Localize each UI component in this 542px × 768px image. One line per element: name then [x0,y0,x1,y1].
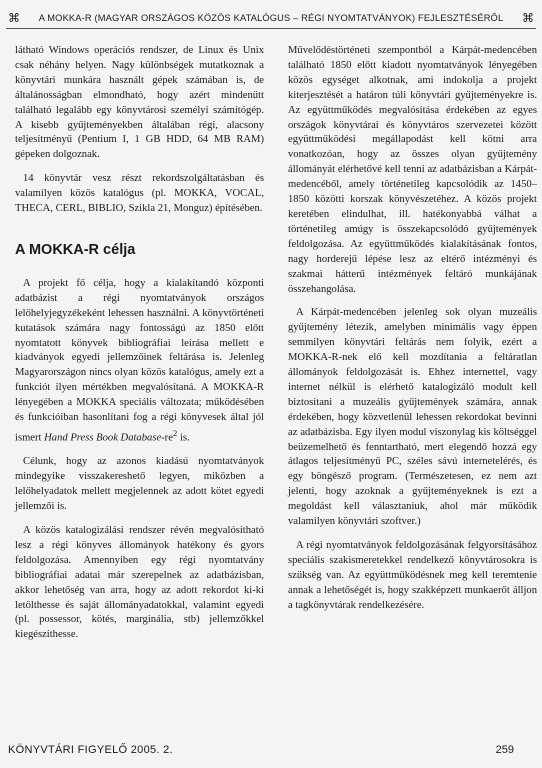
paragraph: Célunk, hogy az azonos kiadású nyomtatványok mindegyike visszakereshető legyen, miközben a lelőhelyadatok mellett megjelennek az adott kötet egyedi jellemzői is. [15,456,264,513]
running-header-title: A MOKKA-R (MAGYAR ORSZÁGOS KÖZÖS KATALÓGUS – RÉGI NYOMTATVÁNYOK) FEJLESZTÉSÉRŐL [38,12,504,23]
italic-title: Hand Press Book Database [44,432,162,444]
running-header [6,7,536,29]
paragraph: A Kárpát-medencében jelenleg sok olyan muzeális gyűjtemény létezik, amelyben minimális vagy éppen semmilyen könyvtári feltárás nem folyik, ezért a MOKKA-R-nek elő kell mozdítania a feltáratlan állományok feldolgozását is. Ehhez internettel, vagy internet nélkül is elérhető katalogizáló modult kell biztosítani a muzeális gyűjtemények számára, annak érdekében, hogy közvetlenül lehessen rekordokat bevinni az adatbázisba. Egy ilyen modul viszonylag kis költséggel beüzemelhető és fenntartható, mert elegendő hozzá egy átlagos teljesítményű PC, széles sávú internetelérés, és egy böngésző program. (Természetesen, ez nem azt jelenti, hogy azoknak a gyűjteményeknek is ezt a megoldást kell választaniuk, ahol már működik valamilyen könyvtári szoftver.) [288,307,537,528]
page-number: 259 [495,744,514,756]
paragraph: A közös katalogizálási rendszer révén megvalósítható lesz a régi könyves állományok hatékony és gyors feldolgozása. Amennyiben egy régi nyomtatvány bibliográfiai adatai már szerepelnek az adatbázisban, akkor lehetőség van arra, hogy az adott rekordot ki-ki letölthesse és saját állományadatokkal, valamint egyedi (pl. possessor, kötés, marginália, stb) jellemzőkkel kiegészíthesse. [15,525,264,641]
paragraph: A régi nyomtatványok feldolgozásának felgyorsításához speciális szakismeretekkel rendelkező könyvtárosokra is szükség van. Az együttműködésnek meg kell teremtenie annak a lehetőségét is, hogy szakképzett munkaerőt álljon a tagkönyvtárak rendelkezésére. [288,540,537,611]
footnote-ref: 2 [172,427,178,438]
journal-footer: KÖNYVTÁRI FIGYELŐ 2005. 2. [8,744,173,756]
paragraph: A projekt fő célja, hogy a kialakítandó központi adatbázist a régi nyomtatványok országos lelőhelyjegyzékeként lehessen használni. A könyvtörténeti kutatások számára nagy fontosságú az 1850 előtt nyomtatott könyvek bibliográfiai leírása mellett e kiadványok egyedi jellemzőinek feltárása is. Jelenleg Magyarországon nincs olyan közös katalógus, amely ezt a funkciót ilyen mértékben megvalósítaná. A MOKKA-R lényegében a MOKKA speciális változata; működésében és funkcióiban hasonlítani fog a régi könyvesek által jól ismert Hand Press Book Database-$re^2$ is. [15,277,264,444]
ornament-icon: ⌘ [521,10,534,25]
paragraph: 14 könyvtár vesz részt rekordszolgáltatásban és valamilyen közös katalógus (pl. MOKKA, VOCAL, THECA, CERL, BIBLIO, Szikla 21, Monguz) építésében. [15,173,264,215]
paragraph: látható Windows operációs rendszer, de Linux és Unix csak néhány helyen. Nagy különbségek mutatkoznak a könyvtári munkára használt gépek számában is, de általánosságban elmondható, hogy azért mindenütt található legalább egy könyvtárosi személyi számítógép. A kisebb gyűjteményekben általában régi, alacsony teljesítményű (Pentium I, 1 GB HDD, 64 MB RAM) gépeken dolgoznak. [15,45,264,161]
right-column [288,44,537,623]
left-column [15,44,264,652]
section-heading: A MOKKA-R célja [15,241,136,258]
paragraph: Művelődéstörténeti szempontból a Kárpát-medencében található 1850 előtt kiadott nyomtatványok lényegében közös egységet alkotnak, ami indokolja a projekt kiterjesztését a határon túli könyvtári gyűjteményekre is. Az együttműködés megvalósítása érdekében az egyes országok könyvtárai és könyvtáros szervezetei között együttműködési megállapodást kell kötni arra vonatkozóan, hogy az összes olyan gyűjtemény állományát elérhetővé kell tenni az adatbázisban a Kárpát-medencéből, amely történetileg kapcsolódik az 1450–1850 közötti korszak könyvészetéhez. A közös projekt keretében elindulhat, ill. hatékonyabbá válhat a történetileg amúgy is összekapcsolódó gyűjtemények feldolgozása. Az együttműködés kialakításának fontos, nagy horderejű lépése lesz az eltérő intézményi és szakmai hátterű intézmények feltáró munkájának összehangolása. [288,45,537,295]
ornament-icon: ⌘ [8,10,20,25]
